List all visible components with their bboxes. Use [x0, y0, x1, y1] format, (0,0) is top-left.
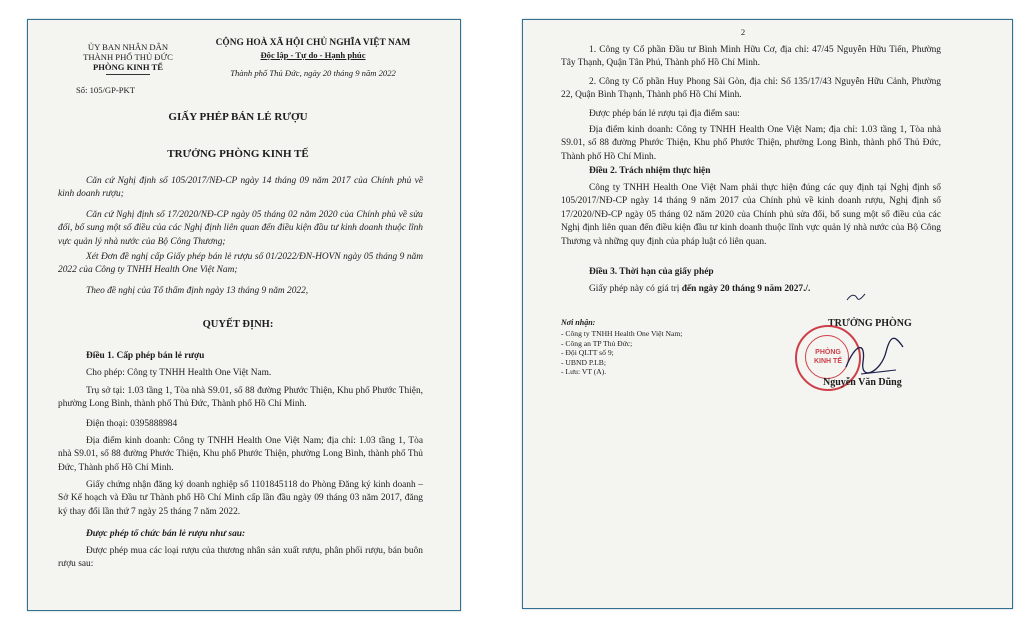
licensee: Cho phép: Công ty TNHH Health One Việt Nam. — [86, 368, 272, 378]
allowed-heading: Được phép tổ chức bán lẻ rượu như sau: — [86, 529, 246, 539]
article-3-title: Điều 3. Thời hạn của giấy phép — [589, 267, 714, 277]
article-1-title: Điều 1. Cấp phép bán lẻ rượu — [86, 351, 205, 361]
validity-prefix: Giấy phép này có giá trị — [589, 284, 680, 294]
head-office: Trụ sở tại: 1.03 tầng 1, Tòa nhà S9.01, số 88 đường Phước Thiện, Khu phố Phước Thiện, phường Long Bình, thành phố Thủ Đức, Thành phố Hồ Chí Minh. — [58, 386, 423, 410]
authority-line-2: THÀNH PHỐ THỦ ĐỨC — [83, 52, 173, 62]
authority-underline — [106, 74, 150, 75]
allowed-text: Được phép mua các loại rượu của thương nhân sản xuất rượu, phân phối rượu, bán buôn rượu sau: — [58, 546, 423, 570]
recipient: - Công ty TNHH Health One Việt Nam; — [561, 329, 683, 338]
stamp-text-line-2: KINH TẾ — [814, 358, 842, 365]
recipient: - Đội QLTT số 9; — [561, 348, 614, 358]
document-title: GIẤY PHÉP BÁN LẺ RƯỢU — [168, 111, 308, 123]
signer-name: Nguyễn Văn Dũng — [823, 377, 902, 388]
validity-date: đến ngày 20 tháng 9 năm 2027./. — [681, 284, 811, 294]
recipients-label: Nơi nhận: — [561, 318, 596, 327]
document-page-1 — [27, 19, 461, 611]
recipients-list — [561, 329, 682, 377]
validity-line — [589, 284, 810, 295]
basis-4: Theo đề nghị của Tổ thẩm định ngày 13 tháng 9 năm 2022, — [86, 286, 309, 296]
authority-line-1: ỦY BAN NHÂN DÂN — [87, 42, 169, 52]
registration: Giấy chứng nhận đăng ký doanh nghiệp số 1101845118 do Phòng Đăng ký kinh doanh – Sở Kế hoạch và Đầu tư Thành phố Hồ Chí Minh cấp lần đầu ngày 09 tháng 03 năm 2017, đăng ký thay đổi lần thứ 7 ngày 25 tháng 7 năm 2022. — [58, 480, 423, 517]
stamp-text-line-1: PHÒNG — [815, 349, 841, 356]
signature-mark — [845, 292, 867, 302]
doc-number: Số: 105/GP-PKT — [76, 85, 135, 95]
decision-heading: QUYẾT ĐỊNH: — [202, 319, 274, 330]
nation-title: CỘNG HOÀ XÃ HỘI CHỦ NGHĨA VIỆT NAM — [215, 38, 411, 48]
motto: Độc lập - Tự do - Hạnh phúc — [260, 50, 366, 60]
page-number: 2 — [740, 27, 746, 37]
signer-title: TRƯỞNG PHÒNG — [828, 318, 912, 329]
supplier-2: 2. Công ty Cổ phần Huy Phong Sài Gòn, địa chỉ: Số 135/17/43 Nguyễn Hữu Cảnh, Phường 22, Quận Bình Thạnh, Thành phố Hồ Chí Minh. — [561, 77, 941, 101]
place-date: Thành phố Thủ Đức, ngày 20 tháng 9 năm 2022 — [230, 68, 396, 78]
handwritten-signature — [841, 332, 911, 382]
issuer-title: TRƯỞNG PHÒNG KINH TẾ — [167, 148, 309, 160]
supplier-1: 1. Công ty Cổ phần Đầu tư Bình Minh Hữu Cơ, địa chỉ: 47/45 Nguyễn Hữu Tiến, Phường Tây Thạnh, Quận Tân Phú, Thành phố Hồ Chí Minh. — [561, 45, 941, 69]
article-2-text: Công ty TNHH Health One Việt Nam phải thực hiện đúng các quy định tại Nghị định số 105/2017/NĐ-CP ngày 14 tháng 9 năm 2017 của Chính phủ về kinh doanh rượu, Nghị định số 17/2020/NĐ-CP ngày 05 tháng 02 năm 2020 của Chính phủ sửa đổi, bổ sung một số điều của các Nghị định liên quan đến điều kiện đầu tư kinh doanh thuộc lĩnh vực quản lý nhà nước của Bộ Công Thương và những quy định của pháp luật có liên quan. — [561, 183, 941, 247]
document-page-2 — [522, 19, 1013, 609]
location-text: Địa điểm kinh doanh: Công ty TNHH Health One Việt Nam; địa chỉ: 1.03 tầng 1, Tòa nhà S9.01, số 88 đường Phước Thiện, Khu phố Phước Thiện, phường Long Bình, thành phố Thủ Đức, Thành phố Hồ Chí Minh. — [561, 125, 941, 162]
article-2-title: Điều 2. Trách nhiệm thực hiện — [589, 166, 711, 176]
basis-2: Căn cứ Nghị định số 17/2020/NĐ-CP ngày 05 tháng 02 năm 2020 của Chính phủ về sửa đổi, bổ sung một số điều của các Nghị định liên quan đến điều kiện đầu tư kinh doanh thuộc lĩnh vực quản lý nhà nước của Bộ Công Thương; — [58, 210, 423, 247]
basis-1: Căn cứ Nghị định số 105/2017/NĐ-CP ngày 14 tháng 09 năm 2017 của Chính phủ về kinh doanh rượu; — [58, 176, 423, 200]
authority-line-3: PHÒNG KINH TẾ — [92, 62, 164, 72]
scan-texture — [28, 20, 460, 610]
location-heading: Được phép bán lẻ rượu tại địa điểm sau: — [589, 109, 740, 119]
recipient: - Công an TP Thủ Đức; — [561, 338, 633, 348]
phone: Điện thoại: 0395888984 — [86, 419, 178, 429]
recipient: - Lưu: VT (A). — [561, 367, 607, 377]
basis-3: Xét Đơn đề nghị cấp Giấy phép bán lẻ rượu số 01/2022/ĐN-HOVN ngày 05 tháng 9 năm 2022 của Công ty TNHH Health One Việt Nam; — [58, 252, 423, 276]
business-location: Địa điểm kinh doanh: Công ty TNHH Health One Việt Nam; địa chỉ: 1.03 tầng 1, Tòa nhà S9.01, số 88 đường Phước Thiện, Khu phố Phước Thiện, phường Long Bình, thành phố Thủ Đức, Thành phố Hồ Chí Minh. — [58, 436, 423, 473]
recipient: - UBND P.LB; — [561, 357, 606, 367]
